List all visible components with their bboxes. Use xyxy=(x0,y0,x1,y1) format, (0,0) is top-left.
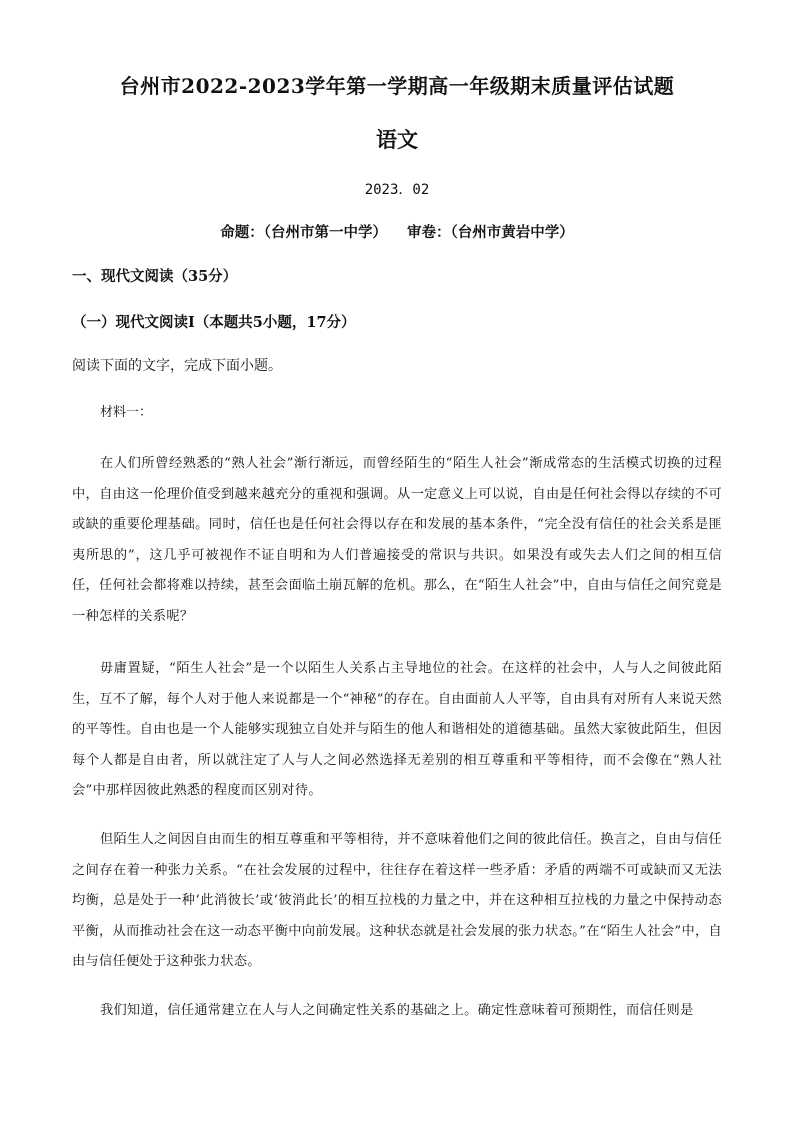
passage-paragraph: 在人们所曾经熟悉的“熟人社会”渐行渐远，而曾经陌生的“陌生人社会”渐成常态的生活模式切换的过程中，自由这一伦理价值受到越来越充分的重视和强调。从一定意义上可以说，自由是任何社会得以存续的不可或缺的重要伦理基础。同时，信任也是任何社会得以存在和发展的基本条件，“完全没有信任的社会关系是匪夷所思的”，这几乎可被视作不证自明和为人们普遍接受的常识与共识。如果没有或失去人们之间的相互信任，任何社会都将难以持续，甚至会面临土崩瓦解的危机。那么，在“陌生人社会”中，自由与信任之间究竟是一种怎样的关系呢？ xyxy=(72,456,722,624)
exam-subject: 语文 xyxy=(376,127,418,152)
exam-date: 2023．02 xyxy=(364,182,430,198)
exam-title: 台州市2022-2023学年第一学期高一年级期末质量评估试题 xyxy=(119,74,675,98)
setter-credit: 命题：（台州市第一中学） xyxy=(220,224,387,241)
section-heading: 一、现代文阅读（35分） xyxy=(72,268,238,285)
reviewer-credit: 审卷：（台州市黄岩中学） xyxy=(407,224,574,241)
subsection-heading: （一）现代文阅读Ⅰ（本题共5小题，17分） xyxy=(72,314,356,331)
reading-instruction: 阅读下面的文字，完成下面小题。 xyxy=(72,358,282,374)
material-label: 材料一： xyxy=(100,405,153,420)
passage-paragraph: 但陌生人之间因自由而生的相互尊重和平等相待，并不意味着他们之间的彼此信任。换言之，自由与信任之间存在着一种张力关系。“在社会发展的过程中，往往存在着这样一些矛盾：矛盾的两端不可或缺而又无法均衡，总是处于一种‘此消彼长’或‘彼消此长’的相互拉栈的力量之中，并在这种相互拉栈的力量之中保持动态平衡，从而推动社会在这一动态平衡中向前发展。这种状态就是社会发展的张力状态。”在“陌生人社会”中，自由与信任便处于这种张力状态。 xyxy=(72,832,722,970)
exam-credits xyxy=(0,221,794,242)
passage-paragraph: 我们知道，信任通常建立在人与人之间确定性关系的基础之上。确定性意味着可预期性，而信任则是 xyxy=(100,1003,694,1019)
passage-paragraph: 毋庸置疑，“陌生人社会”是一个以陌生人关系占主导地位的社会。在这样的社会中，人与人之间彼此陌生，互不了解，每个人对于他人来说都是一个“神秘”的存在。自由面前人人平等，自由具有对所有人来说天然的平等性。自由也是一个人能够实现独立自处并与陌生的他人和谐相处的道德基础。虽然大家彼此陌生，但因每个人都是自由者，所以就注定了人与人之间必然选择无差别的相互尊重和平等相待，而不会像在“熟人社会”中那样因彼此熟悉的程度而区别对待。 xyxy=(72,661,722,799)
